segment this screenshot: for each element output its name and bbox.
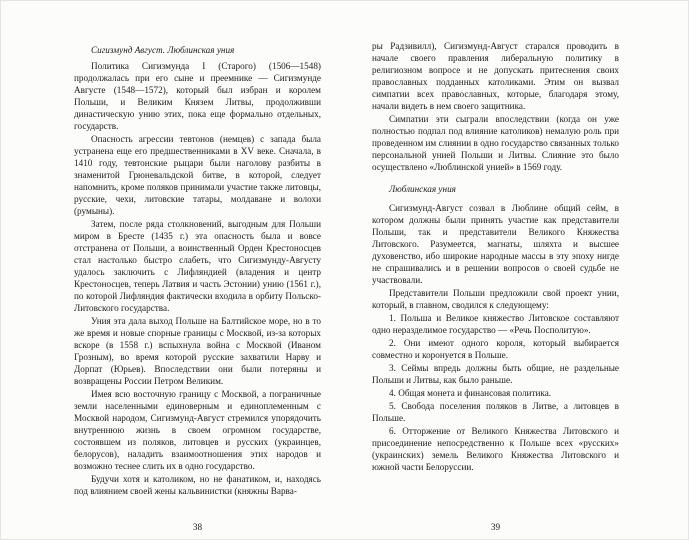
page-number-left: 38: [192, 522, 203, 532]
list-item: 3. Сеймы впредь должны быть общие, не раздельные Польши и Литвы, как было раньше.: [372, 363, 619, 385]
paragraph: ры Радзивилл), Сигизмунд-Август старался проводить в начале своего правления либеральную политику в религиозном вопросе и не допускать притеснения своих православных подданных католиками. Этим он вызвал симпатии всех православных, которые, благодаря этому, начали видеть в нем своего защитника.: [372, 41, 619, 111]
chapter-heading: Сигизмунд Август. Люблинская уния: [91, 45, 235, 55]
paragraph: Имея всю восточную границу с Москвой, а пограничные земли населенными единоверным и единоплеменным с Москвой народом, Сигизмунд-Август стремился упорядочить внутреннюю жизнь в своем огромном государстве, состоявшем из поляков, литовцев и русских (украинцев, белорусов), наладить взаимоотношения этих народов и возможно теснее слить их в одно государство.: [74, 389, 321, 471]
list-item: 2. Они имеют одного короля, который выбирается совместно и коронуется в Польше.: [372, 338, 619, 360]
list-item: 6. Отторжение от Великого Княжества Литовского и присоединение непосредственно к Польше всех «русских» (украинских) земель Великого Княжества Литовского и южной части Белоруссии.: [372, 426, 619, 472]
paragraph: Политика Сигизмунда I (Старого) (1506—1548) продолжалась при его сыне и преемнике — Сигизмунде Августе (1548—1572), который был избран и королем Польши, и Великим Князем Литвы, продолживши династическую унию этих, пока еще формально отдельных, государств.: [74, 61, 321, 131]
list-item: 4. Общая монета и финансовая политика.: [389, 388, 552, 398]
page-left: [74, 44, 321, 498]
page-right: [372, 40, 619, 474]
paragraph: Сигизмунд-Август созвал в Люблине общий сейм, в котором должны были принять участие как представители Польши, так и представители Великого Княжества Литовского. Разумеется, магнаты, шляхта и высшее духовенство, ибо широкие народные массы в эту эпоху нигде не спрашивались и в решении вопросов о своей судьбе не участвовали.: [372, 203, 619, 285]
paragraph: Уния эта дала выход Польше на Балтийское море, но в то же время и новые спорные границы с Москвой, из-за которых вскоре (в 1558 г.) вспыхнула война с Москвой (Иваном Грозным), во время которой русские захватили Нарву и Дорпат (Юрьев). Впоследствии они были потеряны и возвращены России Петром Великим.: [74, 316, 321, 386]
section-heading: Люблинская уния: [389, 184, 456, 194]
list-item: 5. Свобода поселения поляков в Литве, а литовцев в Польше.: [372, 401, 619, 423]
paragraph: Опасность агрессии тевтонов (немцев) с запада была устранена еще его предшественниками в XV веке. Сначала, в 1410 году, тевтонские рыцари были наголову разбиты в знаменитой Грюневальдской битве, в которой, следует напомнить, кроме поляков принимали участие также литовцы, русские, чехи, литовские татары, молдаване и волохи (румыны).: [74, 134, 321, 216]
paragraph: Симпатии эти сыграли впоследствии (когда он уже полностью подпал под влияние католиков) немалую роль при проведенном им слиянии в одно государство связанных только персональной унией Польши и Литвы. Слияние это было осуществлено «Люблинской унией» в 1569 году.: [372, 114, 619, 172]
paragraph: Будучи хотя и католиком, но не фанатиком, и, находясь под влиянием своей жены кальвинистки (княжны Варва-: [74, 474, 321, 496]
list-item: 1. Польша и Великое княжество Литовское составляют одно неразделимое государство — «Речь Посполитую».: [372, 313, 619, 335]
paragraph: Представители Польши предложили свой проект унии, который, в главном, сводился к следующему:: [372, 288, 619, 310]
page-number-right: 39: [490, 522, 501, 532]
paragraph: Затем, после ряда столкновений, выгодным для Польши миром в Бресте (1435 г.) эта опасность была и вовсе отстранена от Польши, а воинственный Орден Крестоносцев стал настолько быстро слабеть, что Сигизмунду-Августу удалось заключить с Лифляндией (владения и центр Крестоносцев, теперь Латвия и часть Эстонии) унию (1561 г.), по которой Лифляндия фактически входила в орбиту Польско-Литовского государства.: [74, 219, 321, 313]
